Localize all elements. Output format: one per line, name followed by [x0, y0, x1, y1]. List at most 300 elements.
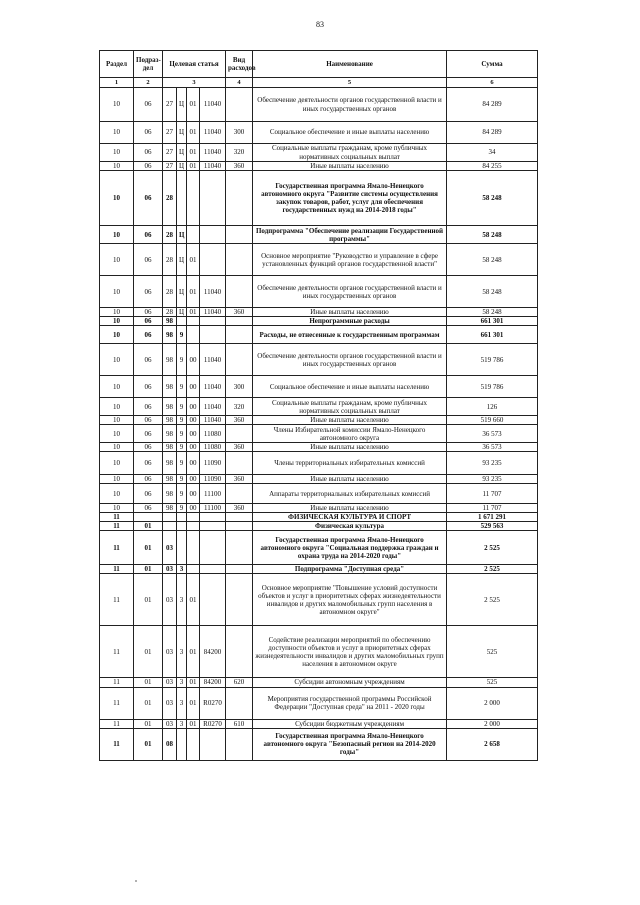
cell-cs-event: 01 [187, 122, 200, 144]
cell-cs-program: 98 [163, 376, 177, 398]
cell-sum: 519 786 [447, 376, 538, 398]
cell-razdel: 11 [100, 574, 134, 626]
cell-name: Расходы, не отнесенные к государственным программам [253, 326, 447, 344]
cell-cs-event: 00 [187, 376, 200, 398]
cell-podrazdel: 06 [134, 276, 163, 308]
cell-cs-subprogram: Ц [177, 308, 187, 317]
cell-vid [226, 728, 253, 760]
cell-razdel: 10 [100, 162, 134, 171]
cell-sum: 84 255 [447, 162, 538, 171]
cell-vid: 360 [226, 162, 253, 171]
table-row [100, 326, 538, 344]
cell-cs-event [187, 728, 200, 760]
cell-sum: 2 525 [447, 574, 538, 626]
table-row [100, 425, 538, 443]
cell-cs-program: 98 [163, 317, 177, 326]
cell-cs-subprogram: Ц [177, 88, 187, 122]
cell-cs-direction: 11040 [200, 88, 226, 122]
header-celevaya: Целевая статья [163, 51, 226, 78]
cell-cs-event [187, 531, 200, 565]
cell-sum: 58 248 [447, 308, 538, 317]
cell-sum: 93 235 [447, 475, 538, 484]
cell-vid: 360 [226, 416, 253, 425]
cell-cs-subprogram [177, 531, 187, 565]
cell-podrazdel: 06 [134, 344, 163, 376]
cell-name: Субсидии бюджетным учреждениям [253, 719, 447, 728]
table-row [100, 144, 538, 162]
cell-sum: 34 [447, 144, 538, 162]
cell-cs-event: 00 [187, 425, 200, 443]
cell-cs-direction: 11090 [200, 475, 226, 484]
cell-razdel: 11 [100, 513, 134, 522]
cell-cs-event [187, 522, 200, 531]
cell-cs-subprogram [177, 317, 187, 326]
cell-cs-program: 98 [163, 326, 177, 344]
cell-razdel: 10 [100, 425, 134, 443]
cell-razdel: 10 [100, 443, 134, 452]
cell-cs-program: 28 [163, 244, 177, 276]
cell-cs-direction: 11040 [200, 276, 226, 308]
cell-cs-event: 00 [187, 484, 200, 504]
cell-cs-event [187, 226, 200, 244]
cell-razdel: 10 [100, 244, 134, 276]
cell-razdel: 11 [100, 626, 134, 678]
cell-cs-subprogram: 9 [177, 484, 187, 504]
cell-podrazdel: 06 [134, 484, 163, 504]
cell-vid: 610 [226, 719, 253, 728]
cell-cs-event: 00 [187, 475, 200, 484]
header-summa: Сумма [447, 51, 538, 78]
cell-cs-direction: 11090 [200, 452, 226, 475]
cell-razdel: 11 [100, 565, 134, 574]
cell-vid [226, 484, 253, 504]
cell-sum: 58 248 [447, 244, 538, 276]
cell-sum: 519 786 [447, 344, 538, 376]
cell-cs-program: 98 [163, 416, 177, 425]
cell-podrazdel: 01 [134, 522, 163, 531]
table-row [100, 88, 538, 122]
header-vid: Вид расходов [226, 51, 253, 78]
cell-cs-direction [200, 513, 226, 522]
cell-cs-program: 98 [163, 344, 177, 376]
cell-vid: 320 [226, 398, 253, 416]
cell-cs-direction: 84200 [200, 678, 226, 687]
cell-cs-event [187, 565, 200, 574]
table-row [100, 574, 538, 626]
cell-sum: 529 563 [447, 522, 538, 531]
col-num-6: 6 [447, 78, 538, 88]
cell-cs-subprogram: 9 [177, 376, 187, 398]
cell-cs-event: 01 [187, 308, 200, 317]
cell-vid [226, 244, 253, 276]
cell-name: Непрограммные расходы [253, 317, 447, 326]
cell-name: Обеспечение деятельности органов государственной власти и иных государственных органов [253, 344, 447, 376]
cell-cs-subprogram: 9 [177, 452, 187, 475]
cell-cs-subprogram: Ц [177, 162, 187, 171]
cell-razdel: 10 [100, 317, 134, 326]
cell-cs-subprogram [177, 171, 187, 226]
cell-razdel: 10 [100, 88, 134, 122]
cell-razdel: 11 [100, 728, 134, 760]
cell-name: Иные выплаты населению [253, 416, 447, 425]
cell-cs-program: 98 [163, 443, 177, 452]
cell-sum: 11 707 [447, 504, 538, 513]
col-num-2: 2 [134, 78, 163, 88]
col-num-5: 5 [253, 78, 447, 88]
cell-cs-program: 03 [163, 565, 177, 574]
cell-name: Социальное обеспечение и иные выплаты населению [253, 376, 447, 398]
table-row [100, 416, 538, 425]
cell-cs-direction [200, 226, 226, 244]
cell-cs-event: 01 [187, 574, 200, 626]
table-row [100, 452, 538, 475]
scan-speck [135, 880, 137, 882]
cell-vid [226, 626, 253, 678]
cell-cs-direction: 11040 [200, 308, 226, 317]
cell-sum: 58 248 [447, 171, 538, 226]
cell-razdel: 11 [100, 678, 134, 687]
table-row [100, 162, 538, 171]
table-row [100, 728, 538, 760]
cell-cs-subprogram: 9 [177, 443, 187, 452]
cell-name: Иные выплаты населению [253, 443, 447, 452]
cell-name: Иные выплаты населению [253, 162, 447, 171]
cell-razdel: 10 [100, 416, 134, 425]
cell-cs-direction [200, 565, 226, 574]
cell-podrazdel: 06 [134, 398, 163, 416]
cell-cs-direction: 11040 [200, 144, 226, 162]
cell-cs-subprogram: 3 [177, 626, 187, 678]
cell-cs-subprogram: Ц [177, 276, 187, 308]
cell-vid [226, 326, 253, 344]
cell-cs-direction [200, 326, 226, 344]
cell-podrazdel: 06 [134, 504, 163, 513]
cell-cs-subprogram: 9 [177, 425, 187, 443]
cell-cs-subprogram: 9 [177, 398, 187, 416]
cell-name: Основное мероприятие "Руководство и управление в сфере установленных функций органов государственной власти" [253, 244, 447, 276]
cell-cs-direction [200, 574, 226, 626]
cell-cs-direction: R0270 [200, 719, 226, 728]
cell-vid: 620 [226, 678, 253, 687]
cell-cs-event: 01 [187, 678, 200, 687]
cell-podrazdel: 06 [134, 452, 163, 475]
cell-cs-direction: 11080 [200, 425, 226, 443]
table-row [100, 678, 538, 687]
cell-cs-direction: 11040 [200, 162, 226, 171]
cell-cs-subprogram: Ц [177, 244, 187, 276]
cell-cs-subprogram: 3 [177, 687, 187, 719]
cell-razdel: 10 [100, 326, 134, 344]
cell-cs-program: 27 [163, 162, 177, 171]
cell-cs-program: 98 [163, 398, 177, 416]
cell-sum: 2 525 [447, 531, 538, 565]
cell-sum: 661 301 [447, 326, 538, 344]
cell-podrazdel: 01 [134, 531, 163, 565]
cell-razdel: 10 [100, 122, 134, 144]
table-row [100, 244, 538, 276]
cell-cs-program: 98 [163, 504, 177, 513]
cell-razdel: 11 [100, 522, 134, 531]
table-row [100, 122, 538, 144]
cell-cs-direction: 11080 [200, 443, 226, 452]
cell-vid: 360 [226, 443, 253, 452]
page-number: 83 [316, 20, 324, 29]
cell-sum: 519 660 [447, 416, 538, 425]
table-row [100, 226, 538, 244]
cell-sum: 525 [447, 678, 538, 687]
cell-cs-event: 01 [187, 276, 200, 308]
table-row [100, 565, 538, 574]
cell-podrazdel: 06 [134, 171, 163, 226]
table-row [100, 344, 538, 376]
cell-name: Обеспечение деятельности органов государственной власти и иных государственных органов [253, 276, 447, 308]
cell-vid: 320 [226, 144, 253, 162]
cell-cs-direction [200, 317, 226, 326]
cell-razdel: 10 [100, 484, 134, 504]
cell-cs-event: 01 [187, 162, 200, 171]
cell-cs-subprogram: 3 [177, 574, 187, 626]
cell-cs-direction [200, 244, 226, 276]
cell-cs-subprogram: 3 [177, 678, 187, 687]
cell-sum: 2 525 [447, 565, 538, 574]
table-row [100, 513, 538, 522]
cell-vid [226, 88, 253, 122]
cell-name: Иные выплаты населению [253, 475, 447, 484]
table-row [100, 522, 538, 531]
cell-cs-subprogram: 3 [177, 719, 187, 728]
cell-cs-program: 98 [163, 475, 177, 484]
cell-cs-program: 98 [163, 425, 177, 443]
cell-podrazdel: 06 [134, 376, 163, 398]
cell-podrazdel: 01 [134, 626, 163, 678]
cell-vid: 300 [226, 122, 253, 144]
cell-cs-event: 00 [187, 416, 200, 425]
cell-vid [226, 276, 253, 308]
cell-cs-event: 01 [187, 687, 200, 719]
cell-cs-direction: 11040 [200, 122, 226, 144]
cell-cs-program: 28 [163, 308, 177, 317]
cell-cs-subprogram: 9 [177, 475, 187, 484]
cell-name: Обеспечение деятельности органов государственной власти и иных государственных органов [253, 88, 447, 122]
cell-razdel: 10 [100, 452, 134, 475]
cell-cs-subprogram: 9 [177, 344, 187, 376]
cell-name: Физическая культура [253, 522, 447, 531]
column-number-row [100, 78, 538, 88]
cell-cs-subprogram [177, 513, 187, 522]
cell-name: Содействие реализации мероприятий по обеспечению доступности объектов и услуг в приоритетных сферах жизнедеятельности инвалидов и других маломобильных групп населения в автономном округе [253, 626, 447, 678]
cell-vid [226, 171, 253, 226]
cell-cs-program: 03 [163, 687, 177, 719]
cell-name: Иные выплаты населению [253, 308, 447, 317]
table-row [100, 276, 538, 308]
cell-razdel: 10 [100, 308, 134, 317]
cell-razdel: 11 [100, 531, 134, 565]
cell-cs-subprogram: 9 [177, 416, 187, 425]
cell-vid [226, 687, 253, 719]
cell-cs-event: 01 [187, 244, 200, 276]
table-row [100, 531, 538, 565]
cell-cs-event: 01 [187, 719, 200, 728]
cell-sum: 58 248 [447, 276, 538, 308]
cell-cs-program: 28 [163, 171, 177, 226]
cell-cs-program [163, 513, 177, 522]
header-naimenovanie: Наименование [253, 51, 447, 78]
cell-razdel: 10 [100, 504, 134, 513]
cell-name: Аппараты территориальных избирательных комиссий [253, 484, 447, 504]
cell-vid [226, 513, 253, 522]
cell-cs-program: 03 [163, 531, 177, 565]
cell-vid [226, 452, 253, 475]
cell-podrazdel: 06 [134, 308, 163, 317]
cell-razdel: 10 [100, 376, 134, 398]
table-row [100, 687, 538, 719]
cell-vid: 360 [226, 475, 253, 484]
cell-razdel: 11 [100, 719, 134, 728]
cell-razdel: 11 [100, 687, 134, 719]
cell-cs-program: 03 [163, 626, 177, 678]
cell-sum: 36 573 [447, 443, 538, 452]
cell-cs-event [187, 513, 200, 522]
cell-cs-program: 03 [163, 678, 177, 687]
cell-podrazdel: 01 [134, 728, 163, 760]
cell-cs-event: 00 [187, 504, 200, 513]
cell-sum: 2 658 [447, 728, 538, 760]
cell-vid [226, 565, 253, 574]
cell-sum: 525 [447, 626, 538, 678]
table-row [100, 504, 538, 513]
cell-name: Подпрограмма "Обеспечение реализации Государственной программы" [253, 226, 447, 244]
cell-vid: 360 [226, 308, 253, 317]
cell-sum: 1 671 291 [447, 513, 538, 522]
cell-cs-event: 00 [187, 443, 200, 452]
cell-podrazdel: 06 [134, 425, 163, 443]
cell-vid [226, 531, 253, 565]
cell-vid [226, 317, 253, 326]
cell-name: Социальные выплаты гражданам, кроме публичных нормативных социальных выплат [253, 398, 447, 416]
table-header-row [100, 51, 538, 78]
cell-cs-direction [200, 531, 226, 565]
cell-cs-event: 00 [187, 452, 200, 475]
col-num-1: 1 [100, 78, 134, 88]
cell-vid: 360 [226, 504, 253, 513]
cell-vid: 300 [226, 376, 253, 398]
cell-cs-direction: 84200 [200, 626, 226, 678]
cell-cs-event [187, 317, 200, 326]
cell-cs-program: 08 [163, 728, 177, 760]
cell-podrazdel: 06 [134, 122, 163, 144]
cell-cs-program: 28 [163, 276, 177, 308]
cell-podrazdel: 06 [134, 226, 163, 244]
cell-sum: 36 573 [447, 425, 538, 443]
table-row [100, 171, 538, 226]
cell-sum: 2 000 [447, 719, 538, 728]
cell-cs-event: 01 [187, 144, 200, 162]
cell-podrazdel [134, 513, 163, 522]
cell-podrazdel: 01 [134, 719, 163, 728]
cell-razdel: 10 [100, 398, 134, 416]
table-row [100, 376, 538, 398]
cell-podrazdel: 06 [134, 317, 163, 326]
cell-podrazdel: 06 [134, 416, 163, 425]
cell-sum: 84 289 [447, 88, 538, 122]
cell-sum: 11 707 [447, 484, 538, 504]
cell-cs-subprogram: Ц [177, 226, 187, 244]
cell-cs-direction: 11040 [200, 344, 226, 376]
cell-podrazdel: 01 [134, 565, 163, 574]
cell-name: Государственная программа Ямало-Ненецкого автономного округа "Безопасный регион на 2014-2020 годы" [253, 728, 447, 760]
cell-cs-event: 01 [187, 626, 200, 678]
cell-cs-subprogram: 9 [177, 504, 187, 513]
cell-podrazdel: 06 [134, 326, 163, 344]
cell-cs-subprogram: 3 [177, 565, 187, 574]
cell-cs-direction [200, 171, 226, 226]
table-row [100, 719, 538, 728]
cell-podrazdel: 01 [134, 687, 163, 719]
cell-cs-subprogram: 9 [177, 326, 187, 344]
cell-cs-event: 01 [187, 88, 200, 122]
cell-name: ФИЗИЧЕСКАЯ КУЛЬТУРА И СПОРТ [253, 513, 447, 522]
cell-cs-event [187, 326, 200, 344]
cell-cs-program [163, 522, 177, 531]
cell-cs-direction: 11040 [200, 376, 226, 398]
cell-cs-program: 03 [163, 719, 177, 728]
cell-podrazdel: 01 [134, 574, 163, 626]
cell-cs-direction: 11100 [200, 484, 226, 504]
cell-podrazdel: 06 [134, 162, 163, 171]
budget-table [99, 50, 538, 761]
table-row [100, 398, 538, 416]
cell-cs-direction: R0270 [200, 687, 226, 719]
cell-cs-subprogram [177, 728, 187, 760]
cell-cs-event [187, 171, 200, 226]
cell-sum: 84 289 [447, 122, 538, 144]
cell-cs-program: 27 [163, 144, 177, 162]
cell-name: Государственная программа Ямало-Ненецкого автономного округа "Развитие системы осуществления закупок товаров, работ, услуг для обеспечения государственных нужд на 2014-2018 годы" [253, 171, 447, 226]
cell-podrazdel: 01 [134, 678, 163, 687]
cell-sum: 93 235 [447, 452, 538, 475]
cell-razdel: 10 [100, 171, 134, 226]
cell-cs-direction: 11040 [200, 398, 226, 416]
cell-name: Члены Избирательной комиссии Ямало-Ненецкого автономного округа [253, 425, 447, 443]
cell-name: Государственная программа Ямало-Ненецкого автономного округа "Социальная поддержка граждан и охрана труда на 2014-2020 годы" [253, 531, 447, 565]
cell-name: Основное мероприятие "Повышение условий доступности объектов и услуг в приоритетных сферах жизнедеятельности инвалидов и других маломобильных групп населения в автономном округе" [253, 574, 447, 626]
col-num-4: 4 [226, 78, 253, 88]
table-row [100, 475, 538, 484]
cell-vid [226, 344, 253, 376]
cell-razdel: 10 [100, 144, 134, 162]
cell-cs-program: 98 [163, 452, 177, 475]
cell-vid [226, 425, 253, 443]
cell-cs-subprogram: Ц [177, 144, 187, 162]
cell-cs-event: 00 [187, 398, 200, 416]
cell-vid [226, 522, 253, 531]
table-row [100, 443, 538, 452]
cell-sum: 661 301 [447, 317, 538, 326]
table-row [100, 626, 538, 678]
cell-cs-program: 27 [163, 122, 177, 144]
cell-name: Члены территориальных избирательных комиссий [253, 452, 447, 475]
cell-razdel: 10 [100, 226, 134, 244]
cell-podrazdel: 06 [134, 144, 163, 162]
cell-cs-direction [200, 522, 226, 531]
col-num-3: 3 [163, 78, 226, 88]
cell-name: Социальные выплаты гражданам, кроме публичных нормативных социальных выплат [253, 144, 447, 162]
table-row [100, 317, 538, 326]
cell-name: Субсидии автономным учреждениям [253, 678, 447, 687]
cell-razdel: 10 [100, 276, 134, 308]
cell-name: Подпрограмма "Доступная среда" [253, 565, 447, 574]
cell-vid [226, 574, 253, 626]
